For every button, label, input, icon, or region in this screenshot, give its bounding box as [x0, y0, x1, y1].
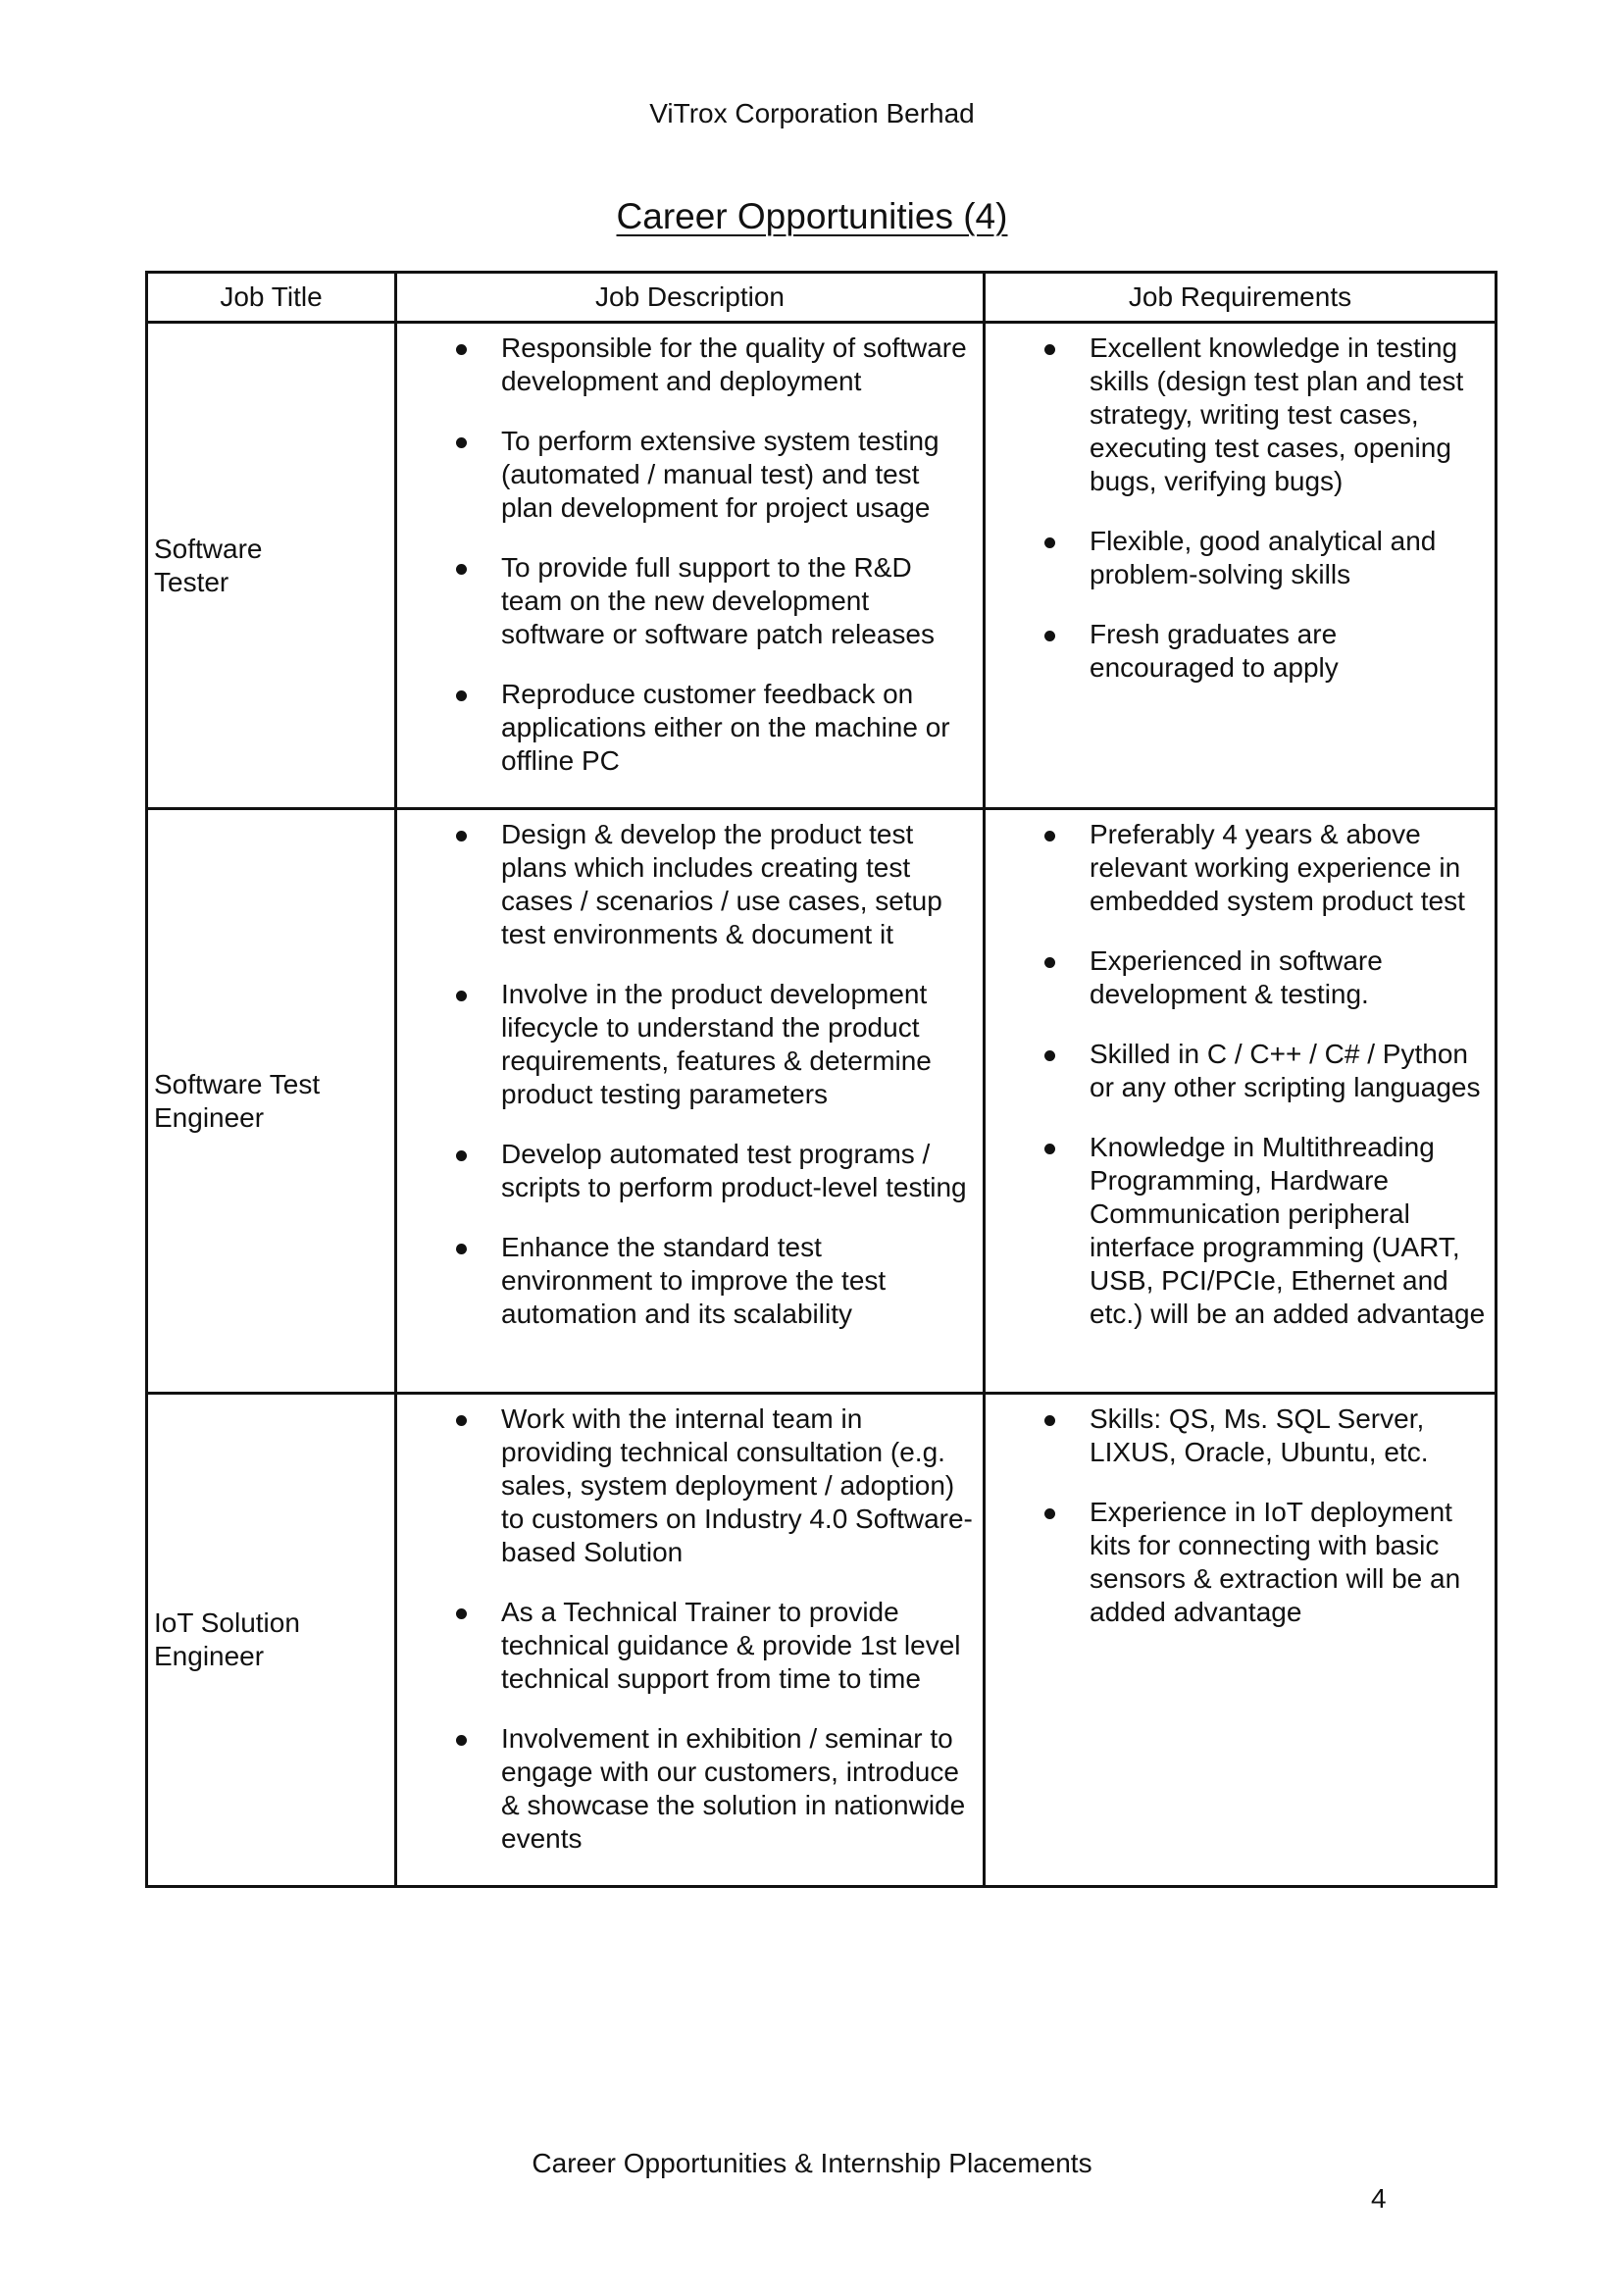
list-item: Responsible for the quality of software development and deployment: [397, 331, 977, 398]
description-list: [397, 818, 977, 1331]
list-item: Flexible, good analytical and problem-solving skills: [986, 525, 1489, 591]
list-item: To provide full support to the R&D team on the new development software or software patch releases: [397, 551, 977, 651]
header-job-title: Job Title: [147, 273, 396, 323]
job-title-cell: [147, 809, 396, 1394]
description-list: [397, 331, 977, 778]
header-job-description: Job Description: [396, 273, 985, 323]
list-item: Skilled in C / C++ / C# / Python or any other scripting languages: [986, 1038, 1489, 1104]
list-item: Work with the internal team in providing technical consultation (e.g. sales, system deployment / adoption) to customers on Industry 4.0 Software-based Solution: [397, 1402, 977, 1569]
job-requirements-cell: [985, 809, 1497, 1394]
list-item: To perform extensive system testing (automated / manual test) and test plan development for project usage: [397, 425, 977, 525]
list-item: As a Technical Trainer to provide technical guidance & provide 1st level technical support from time to time: [397, 1596, 977, 1696]
list-item: Enhance the standard test environment to improve the test automation and its scalability: [397, 1231, 977, 1331]
table-header-row: [147, 273, 1497, 323]
list-item: Skills: QS, Ms. SQL Server, LIXUS, Oracle, Ubuntu, etc.: [986, 1402, 1489, 1469]
career-table: [145, 271, 1497, 1888]
requirements-list: [986, 818, 1489, 1331]
company-header: ViTrox Corporation Berhad: [649, 98, 975, 128]
job-requirements-cell: [985, 323, 1497, 809]
list-item: Reproduce customer feedback on applications either on the machine or offline PC: [397, 678, 977, 778]
list-item: Develop automated test programs / scripts to perform product-level testing: [397, 1138, 977, 1204]
job-title-cell: [147, 1394, 396, 1887]
job-requirements-cell: [985, 1394, 1497, 1887]
list-item: Excellent knowledge in testing skills (design test plan and test strategy, writing test cases, executing test cases, opening bugs, verifying bugs): [986, 331, 1489, 498]
requirements-list: [986, 1402, 1489, 1629]
list-item: Involvement in exhibition / seminar to engage with our customers, introduce & showcase the solution in nationwide events: [397, 1722, 977, 1856]
list-item: Fresh graduates are encouraged to apply: [986, 618, 1489, 685]
page-number: 4: [1371, 2183, 1387, 2214]
job-title: Software Tester: [154, 533, 263, 597]
job-description-cell: [396, 1394, 985, 1887]
requirements-list: [986, 331, 1489, 685]
list-item: Experienced in software development & testing.: [986, 944, 1489, 1011]
description-list: [397, 1402, 977, 1856]
list-item: Involve in the product development lifecycle to understand the product requirements, features & determine product testing parameters: [397, 978, 977, 1111]
table-row: [147, 323, 1497, 809]
job-title: IoT Solution Engineer: [154, 1607, 300, 1671]
list-item: Preferably 4 years & above relevant working experience in embedded system product test: [986, 818, 1489, 918]
job-title-cell: [147, 323, 396, 809]
job-title: Software Test Engineer: [154, 1068, 321, 1133]
table-row: [147, 809, 1497, 1394]
list-item: Experience in IoT deployment kits for connecting with basic sensors & extraction will be an added advantage: [986, 1496, 1489, 1629]
table-row: [147, 1394, 1497, 1887]
list-item: Knowledge in Multithreading Programming, Hardware Communication peripheral interface programming (UART, USB, PCI/PCIe, Ethernet and etc.) will be an added advantage: [986, 1131, 1489, 1331]
job-description-cell: [396, 809, 985, 1394]
header-job-requirements: Job Requirements: [985, 273, 1497, 323]
page-title: Career Opportunities (4): [616, 196, 1008, 236]
footer-text: Career Opportunities & Internship Placements: [532, 2148, 1092, 2178]
job-description-cell: [396, 323, 985, 809]
list-item: Design & develop the product test plans which includes creating test cases / scenarios / use cases, setup test environments & document it: [397, 818, 977, 951]
